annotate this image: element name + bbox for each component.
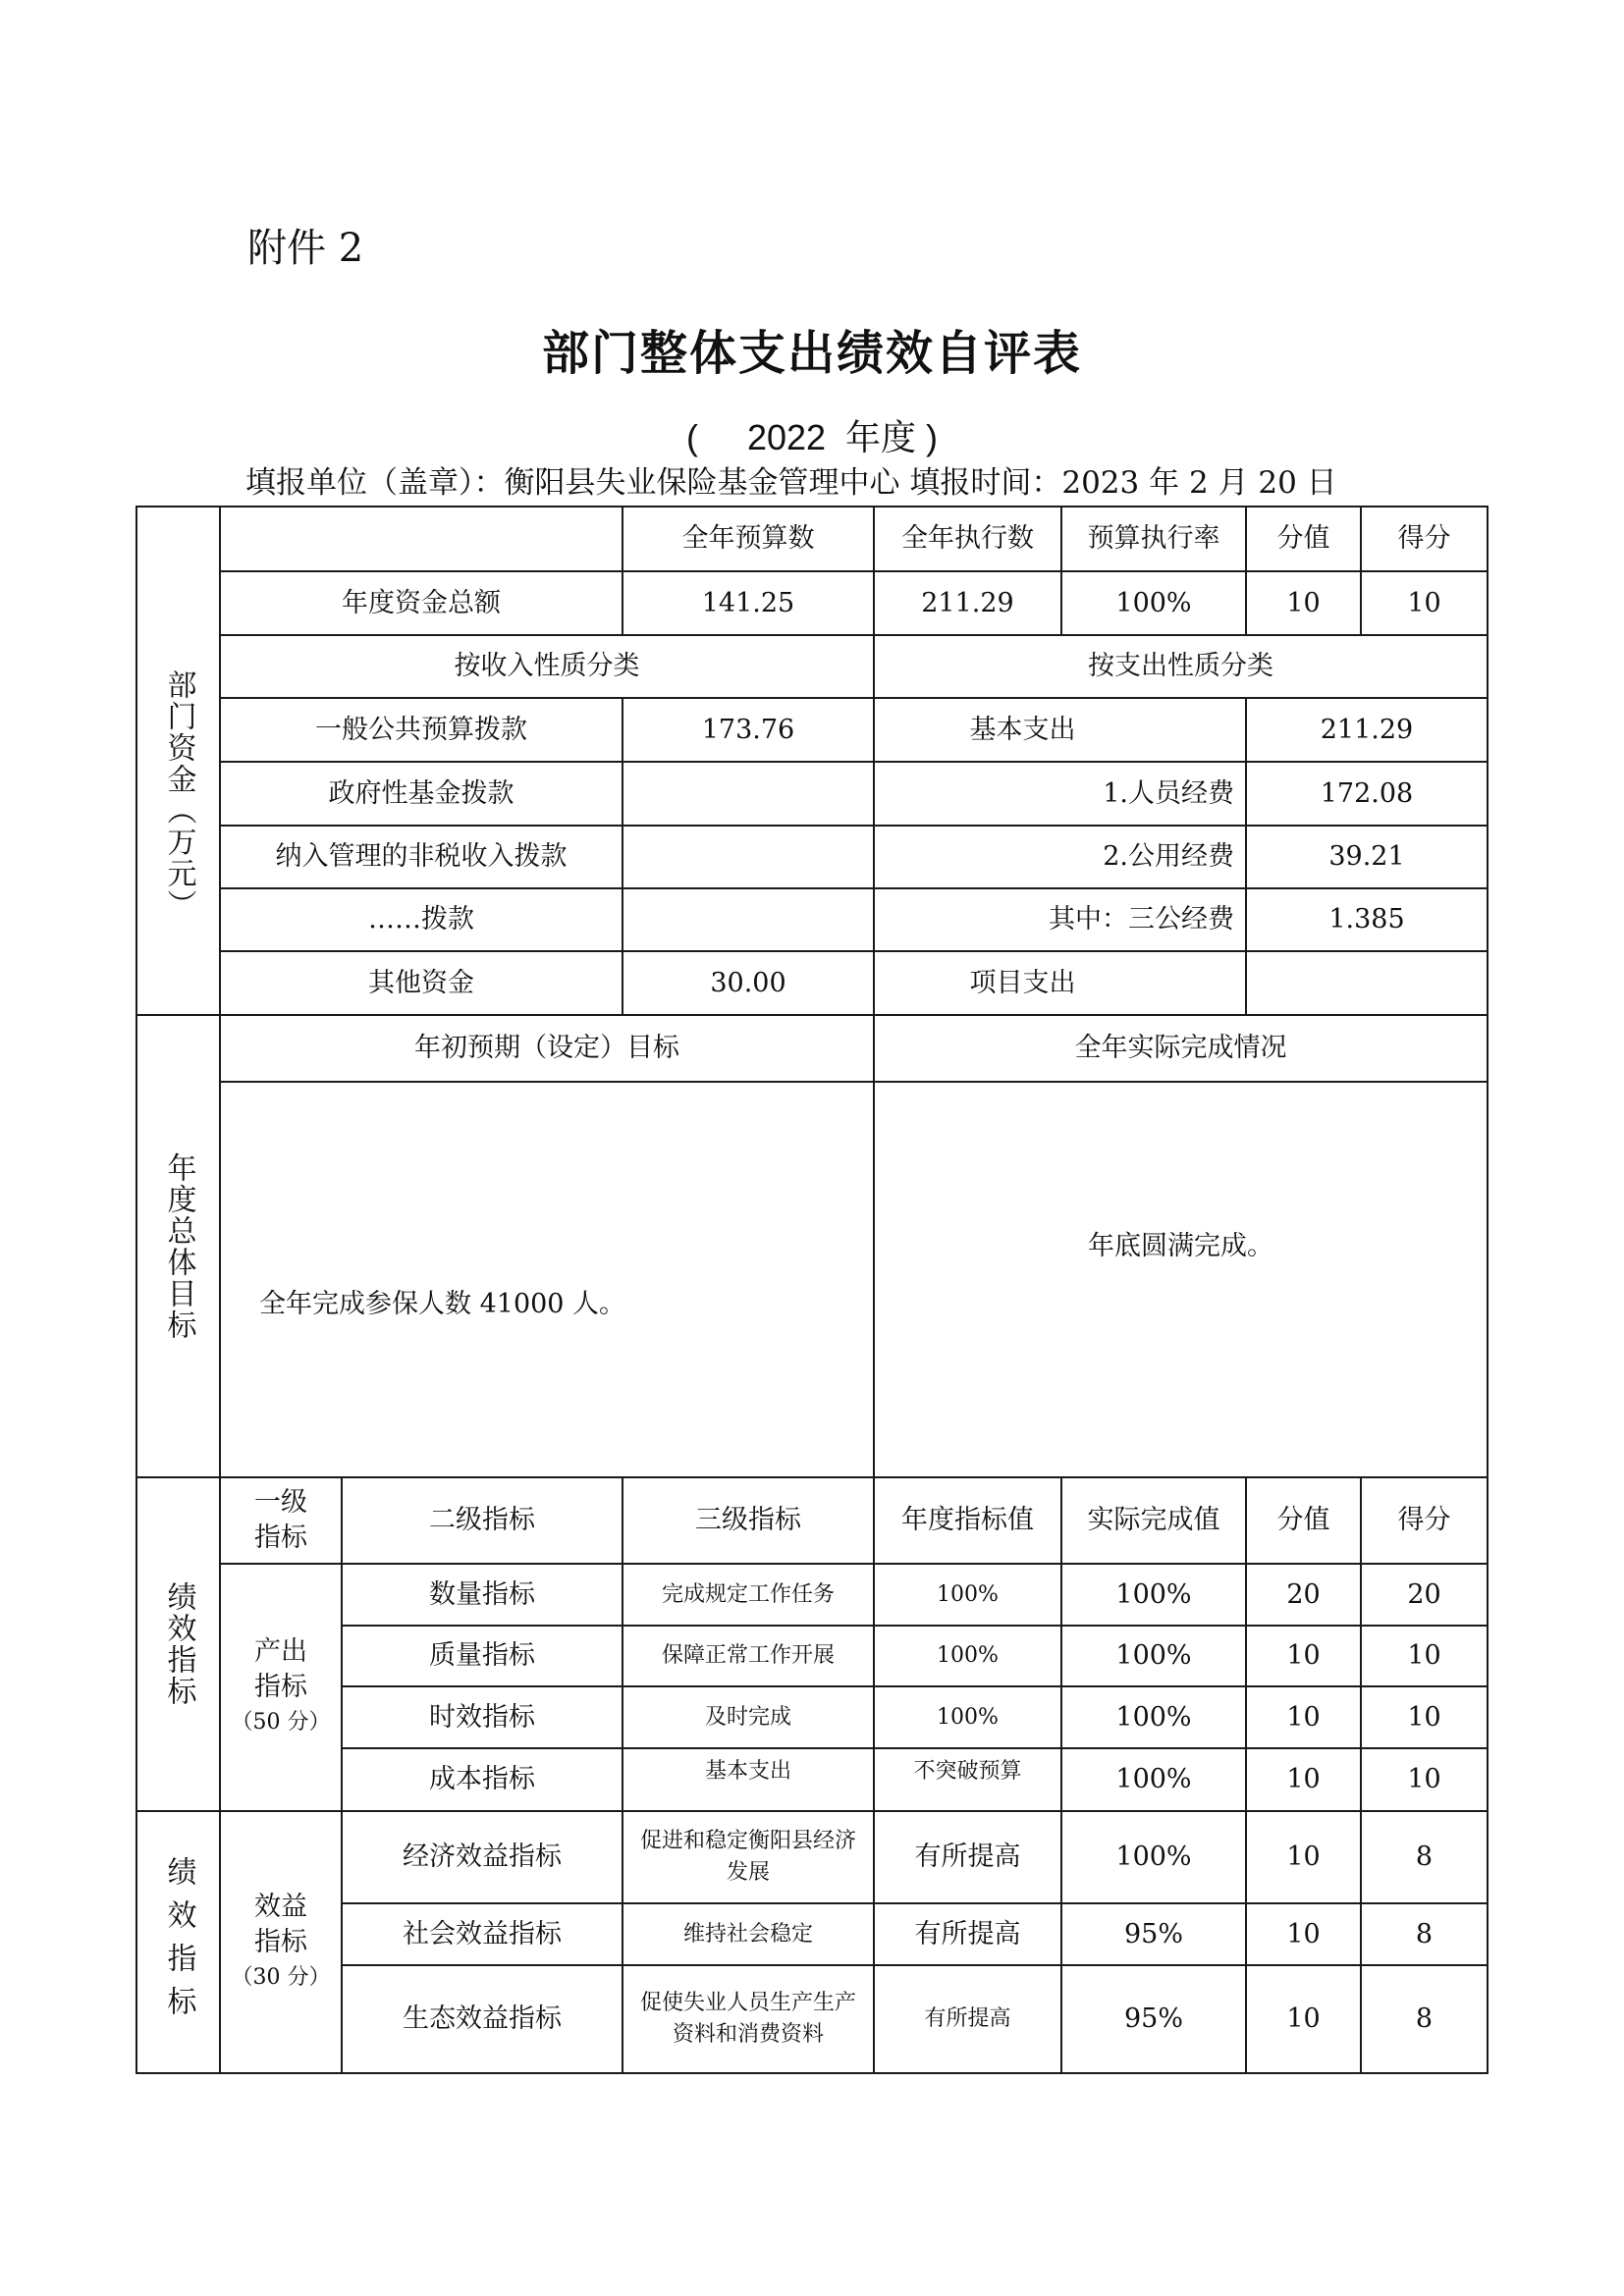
indicator-level3: 保障正常工作开展 (661, 1643, 835, 1668)
header-budget: 全年预算数 (681, 523, 815, 554)
indicator-score: 10 (1407, 1701, 1441, 1733)
income-value (623, 762, 874, 826)
income-label: 纳入管理的非税收入拨款 (275, 841, 568, 872)
indicator-level3: 及时完成 (704, 1704, 791, 1730)
expense-value (1246, 951, 1488, 1015)
planned-goal-text: 全年完成参保人数 41000 人。 (259, 1288, 626, 1319)
indicator-actual: 100% (1115, 1842, 1192, 1872)
header-level2: 二级指标 (429, 1505, 535, 1535)
indicator-weight: 10 (1286, 2003, 1321, 2034)
filing-info: 填报单位（盖章）：衡阳县失业保险基金管理中心 填报时间：2023 年 2 月 20 日 (245, 465, 1337, 501)
header-ind-score: 得分 (1397, 1505, 1451, 1535)
income-value: 173.76 (701, 714, 795, 745)
indicator-level2: 质量指标 (429, 1640, 535, 1671)
indicator-weight: 10 (1286, 1918, 1321, 1949)
expense-category-header: 按支出性质分类 (1088, 651, 1273, 681)
indicator-level3: 完成规定工作任务 (661, 1581, 835, 1607)
indicator-target: 有所提高 (914, 1842, 1021, 1872)
expense-label: 1.人员经费 (1103, 777, 1234, 809)
income-category-header: 按收入性质分类 (454, 651, 640, 681)
header-level1-line2: 指标 (254, 1522, 307, 1553)
indicator-level2: 时效指标 (429, 1701, 535, 1733)
benefit-group-line1: 效益 (254, 1891, 307, 1922)
indicator-level2: 数量指标 (429, 1578, 535, 1610)
planned-goal-header: 年初预期（设定）目标 (414, 1033, 679, 1063)
expense-value: 1.385 (1328, 904, 1405, 934)
income-label: 政府性基金拨款 (328, 777, 514, 809)
expense-value: 211.29 (1320, 714, 1414, 745)
indicator-weight: 10 (1286, 1701, 1321, 1733)
indicator-target: 有所提高 (924, 2006, 1011, 2031)
output-group-line2: 指标 (254, 1672, 307, 1702)
indicator-weight: 10 (1286, 1764, 1321, 1794)
expense-label: 2.公用经费 (1103, 841, 1234, 872)
indicator-actual: 100% (1115, 1764, 1192, 1794)
header-ind-weight: 分值 (1276, 1505, 1330, 1535)
indicator-level3: 维持社会稳定 (682, 1921, 813, 1947)
total-rate: 100% (1115, 587, 1192, 618)
income-label: 一般公共预算拨款 (315, 714, 527, 745)
output-group-points: （50 分） (231, 1710, 331, 1735)
expense-label: 项目支出 (969, 967, 1076, 998)
header-rate: 预算执行率 (1087, 523, 1220, 554)
header-score: 得分 (1397, 523, 1451, 554)
indicator-actual: 95% (1123, 2003, 1183, 2034)
actual-goal-header: 全年实际完成情况 (1074, 1033, 1287, 1063)
indicator-level3: 促进和稳定衡阳县经济发展 (639, 1829, 856, 1885)
benefit-group-points: （30 分） (231, 1964, 331, 1990)
expense-label: 其中：三公经费 (1049, 904, 1234, 934)
income-label: ……拨款 (368, 904, 474, 934)
indicator-score: 8 (1415, 2003, 1434, 2034)
report-year: ( 2022 年度 ) (685, 417, 939, 457)
header-actual: 实际完成值 (1087, 1505, 1220, 1535)
total-weight: 10 (1286, 587, 1321, 618)
header-level1 (220, 1477, 342, 1564)
header-level1-line1: 一级 (254, 1487, 307, 1518)
indicator-level2: 成本指标 (429, 1764, 535, 1794)
total-label: 年度资金总额 (342, 587, 501, 618)
benefit-section-label: 绩效指标 (161, 1855, 196, 2029)
indicator-target: 不突破预算 (913, 1759, 1022, 1784)
funds-section-label: 部门资金（万元） (161, 668, 196, 921)
attachment-label: 附件 2 (247, 226, 364, 271)
expense-label: 基本支出 (969, 714, 1076, 745)
indicator-level2: 经济效益指标 (403, 1842, 562, 1872)
indicator-weight: 10 (1286, 1842, 1321, 1872)
indicator-actual: 100% (1115, 1578, 1192, 1610)
header-weight: 分值 (1276, 523, 1330, 554)
indicator-score: 8 (1415, 1918, 1434, 1949)
indicator-weight: 20 (1286, 1578, 1321, 1610)
income-label: 其他资金 (368, 967, 474, 998)
indicator-target: 有所提高 (914, 1918, 1021, 1949)
indicator-score: 8 (1415, 1842, 1434, 1872)
page-title: 部门整体支出绩效自评表 (541, 326, 1082, 381)
header-target: 年度指标值 (901, 1505, 1034, 1535)
indicator-score: 10 (1407, 1640, 1441, 1671)
indicator-actual: 100% (1115, 1640, 1192, 1671)
income-value (623, 888, 874, 951)
actual-goal-text: 年底圆满完成。 (1088, 1231, 1273, 1261)
indicator-target: 100% (937, 1704, 999, 1730)
expense-value: 39.21 (1328, 841, 1405, 872)
header-level3: 三级指标 (695, 1505, 801, 1535)
indicator-target: 100% (937, 1643, 999, 1668)
output-indicator-group (220, 1564, 342, 1811)
indicator-level2: 社会效益指标 (403, 1918, 562, 1949)
income-value: 30.00 (710, 967, 786, 998)
benefit-group-line2: 指标 (254, 1926, 307, 1957)
indicator-level2: 生态效益指标 (403, 2003, 562, 2034)
indicator-score: 10 (1407, 1764, 1441, 1794)
total-budget: 141.25 (701, 587, 795, 618)
indicator-score: 20 (1407, 1578, 1441, 1610)
output-group-line1: 产出 (254, 1636, 307, 1667)
expense-value: 172.08 (1320, 777, 1414, 809)
indicators-section-label: 绩效指标 (161, 1581, 196, 1707)
indicator-target: 100% (937, 1581, 999, 1607)
indicator-level3: 基本支出 (704, 1759, 791, 1784)
income-value (623, 826, 874, 888)
benefit-indicator-group (220, 1811, 342, 2073)
goals-section-label: 年度总体目标 (161, 1151, 196, 1341)
total-executed: 211.29 (921, 587, 1014, 618)
indicator-level3: 促使失业人员生产生产资料和消费资料 (639, 1991, 856, 2047)
header-executed: 全年执行数 (901, 523, 1034, 554)
indicator-actual: 100% (1115, 1701, 1192, 1733)
indicator-weight: 10 (1286, 1640, 1321, 1671)
total-score: 10 (1407, 587, 1441, 618)
indicator-actual: 95% (1123, 1918, 1183, 1949)
